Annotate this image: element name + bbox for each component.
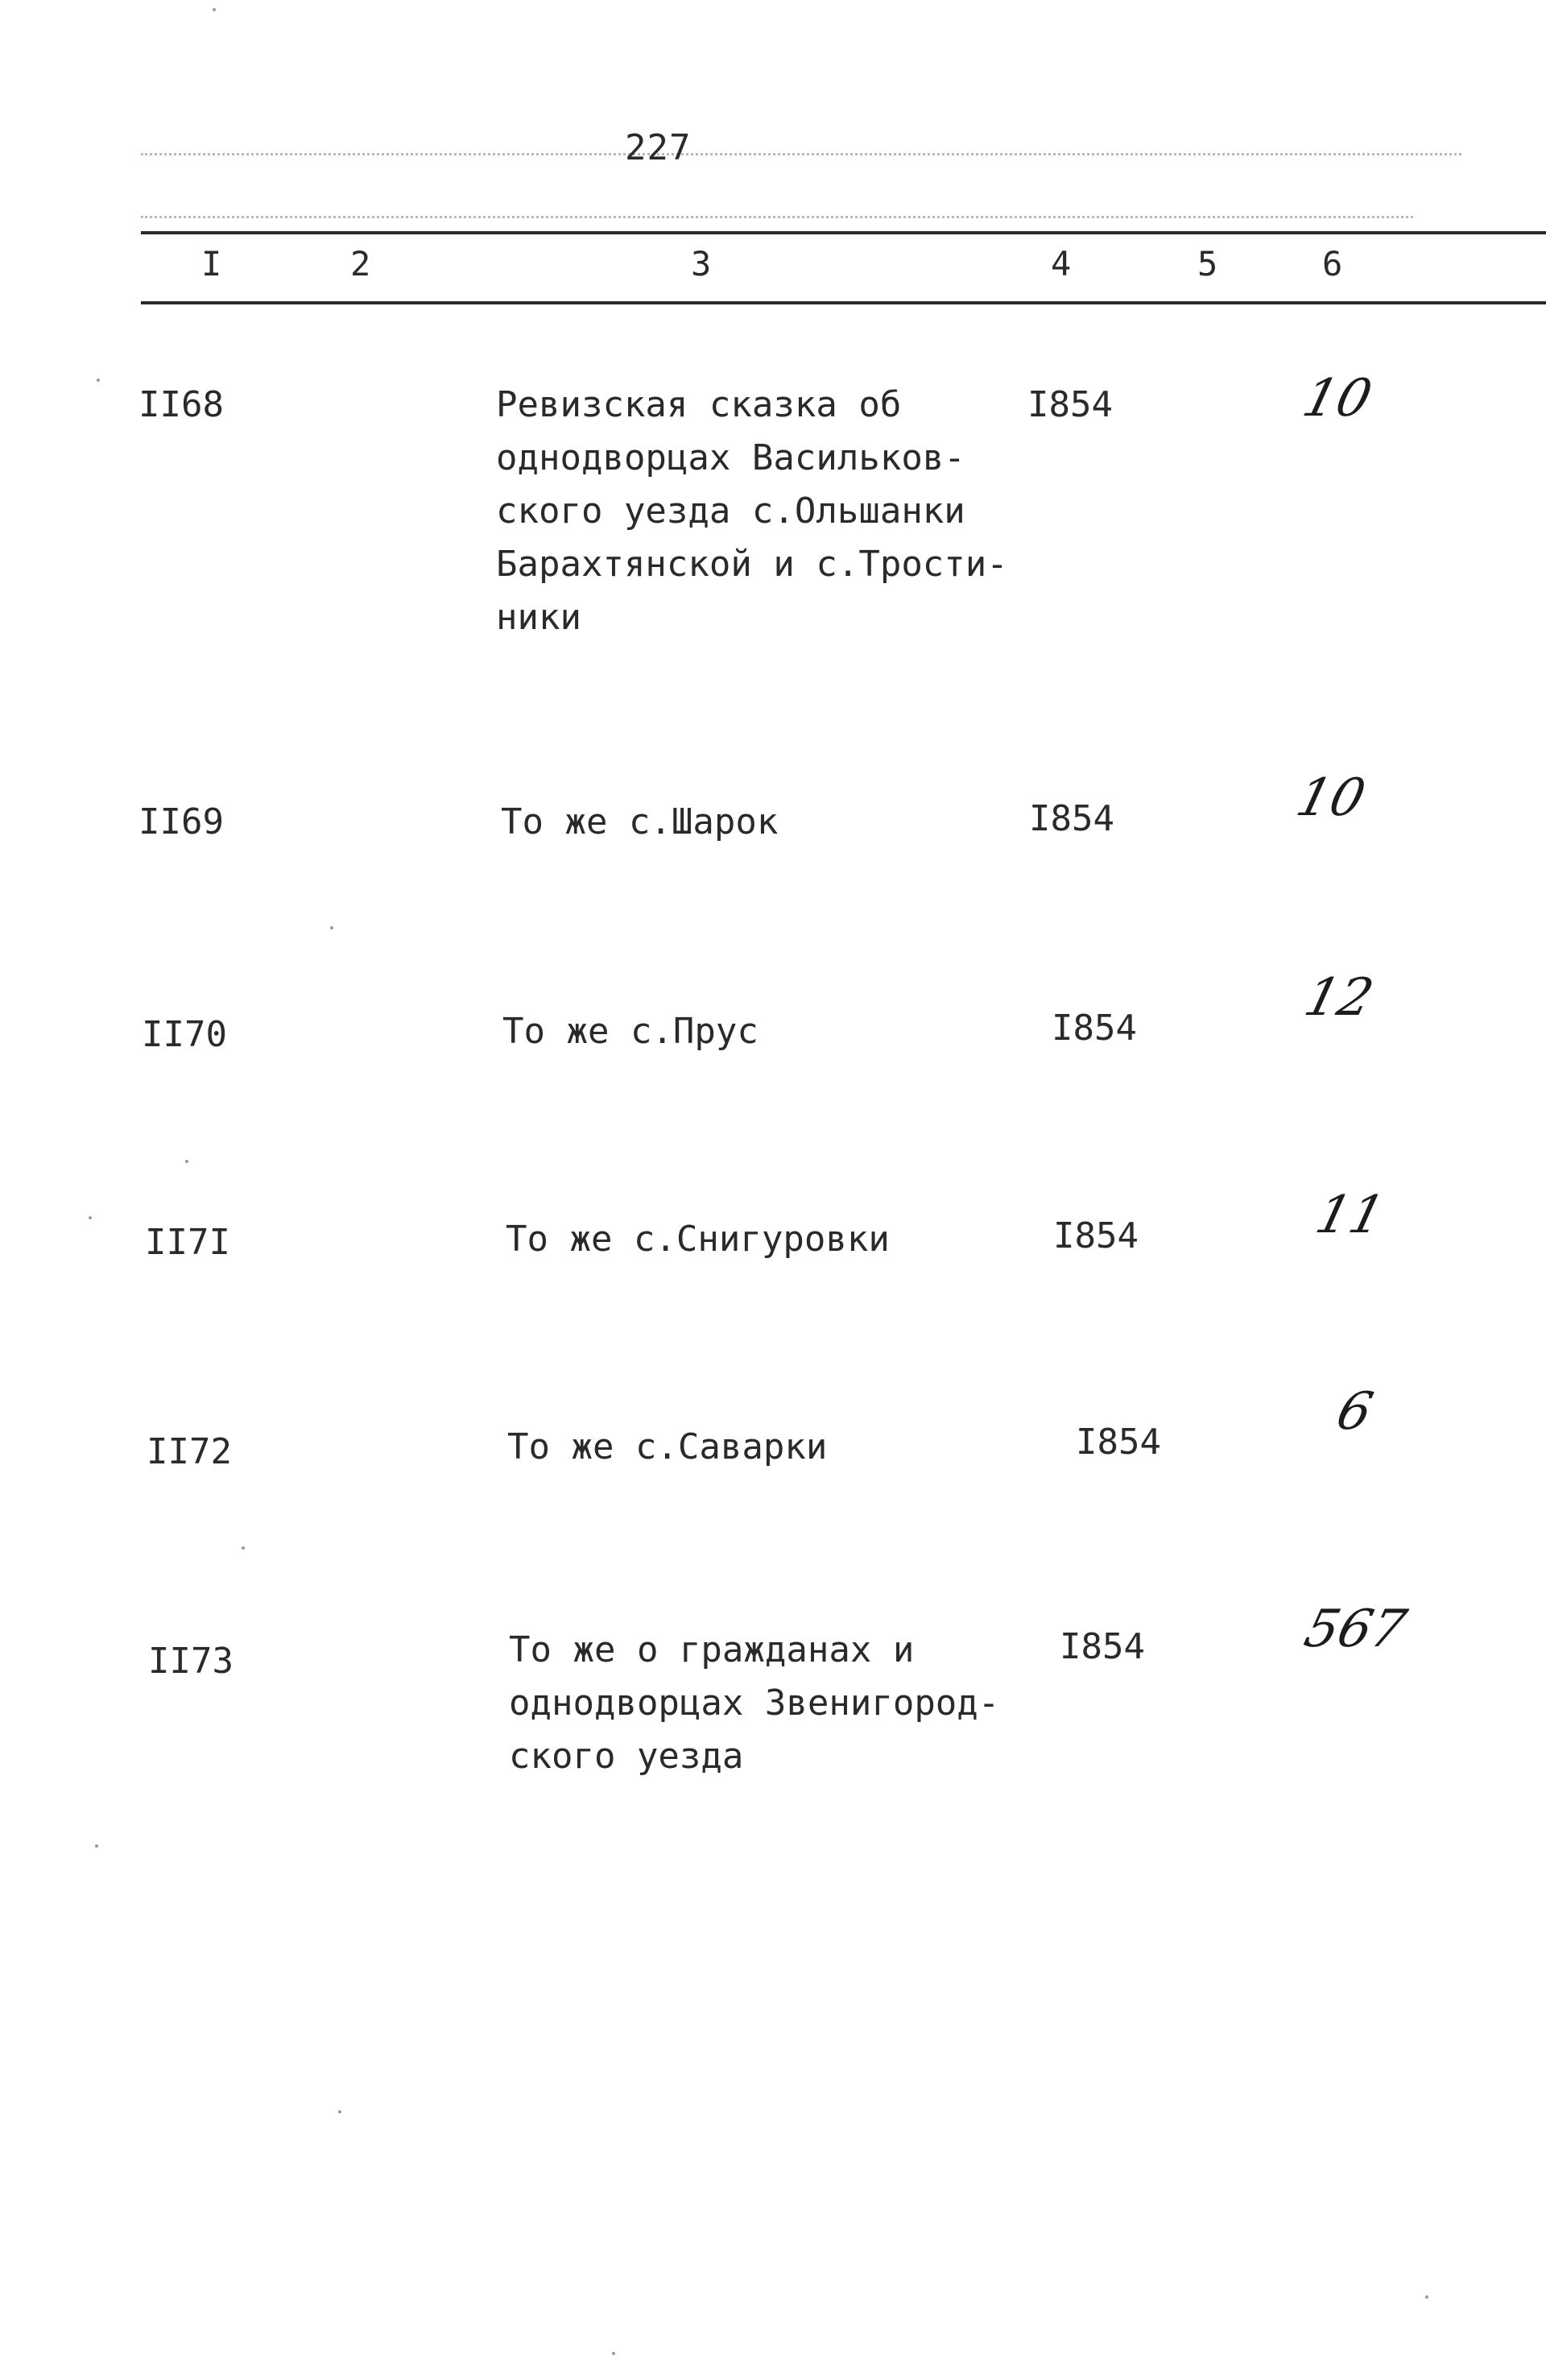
item-description bbox=[509, 1624, 1040, 1783]
item-year: I854 bbox=[1076, 1422, 1161, 1463]
description-line: однодворцах Звенигород- bbox=[509, 1683, 1000, 1724]
sheet-count-handwritten: 11 bbox=[1309, 1186, 1391, 1245]
item-description bbox=[506, 1213, 1037, 1266]
scan-speck bbox=[97, 379, 100, 382]
scan-speck bbox=[185, 1160, 188, 1163]
column-header-2: 2 bbox=[350, 244, 371, 284]
description-line: То же с.Снигуровки bbox=[506, 1219, 890, 1260]
description-line: То же о гражданах и bbox=[509, 1629, 915, 1670]
description-line: ского уезда bbox=[509, 1736, 744, 1777]
sheet-count-handwritten: 567 bbox=[1298, 1600, 1412, 1659]
scan-speck bbox=[338, 2110, 341, 2113]
item-description bbox=[496, 379, 1027, 644]
description-line: Барахтянской и с.Трости- bbox=[496, 544, 1008, 585]
item-number: II73 bbox=[148, 1641, 234, 1682]
description-line: То же с.Шарок bbox=[501, 801, 779, 842]
scan-speck bbox=[89, 1216, 92, 1219]
item-description bbox=[502, 1005, 1034, 1058]
item-year: I854 bbox=[1053, 1215, 1139, 1256]
description-line: ники bbox=[496, 597, 581, 638]
scan-speck bbox=[1425, 2295, 1428, 2299]
item-description bbox=[507, 1421, 1039, 1474]
column-header-4: 4 bbox=[1051, 244, 1072, 284]
column-header-6: 6 bbox=[1322, 244, 1343, 284]
description-line: однодворцах Васильков- bbox=[496, 437, 965, 478]
description-line: То же с.Саварки bbox=[507, 1426, 828, 1467]
item-year: I854 bbox=[1060, 1626, 1145, 1667]
column-header-5: 5 bbox=[1197, 244, 1218, 284]
scan-speck bbox=[95, 1844, 98, 1848]
table-header-rule bbox=[141, 301, 1546, 304]
item-year: I854 bbox=[1052, 1008, 1137, 1049]
sheet-count-handwritten: 12 bbox=[1298, 968, 1379, 1028]
item-number: II7I bbox=[145, 1222, 230, 1263]
item-description bbox=[501, 796, 1032, 849]
scan-speck bbox=[330, 926, 333, 929]
sheet-count-handwritten: 6 bbox=[1330, 1382, 1379, 1442]
sheet-count-handwritten: 10 bbox=[1290, 768, 1371, 828]
description-line: Ревизская сказка об bbox=[496, 384, 902, 425]
scan-speck bbox=[612, 2352, 615, 2355]
sheet-count-handwritten: 10 bbox=[1296, 369, 1378, 428]
table-top-rule bbox=[141, 231, 1546, 234]
dotted-guideline bbox=[141, 153, 1461, 155]
item-year: I854 bbox=[1029, 798, 1114, 839]
dotted-guideline bbox=[141, 216, 1413, 218]
column-header-1: I bbox=[201, 244, 222, 284]
item-year: I854 bbox=[1027, 384, 1113, 425]
page-number: 227 bbox=[625, 127, 692, 168]
item-number: II70 bbox=[142, 1014, 227, 1055]
scan-speck bbox=[242, 1546, 245, 1550]
item-number: II68 bbox=[138, 384, 224, 425]
column-header-3: 3 bbox=[691, 244, 712, 284]
description-line: То же с.Прус bbox=[502, 1011, 759, 1052]
description-line: ского уезда с.Ольшанки bbox=[496, 490, 965, 532]
item-number: II69 bbox=[138, 801, 224, 842]
item-number: II72 bbox=[147, 1431, 232, 1472]
scan-speck bbox=[213, 8, 216, 11]
